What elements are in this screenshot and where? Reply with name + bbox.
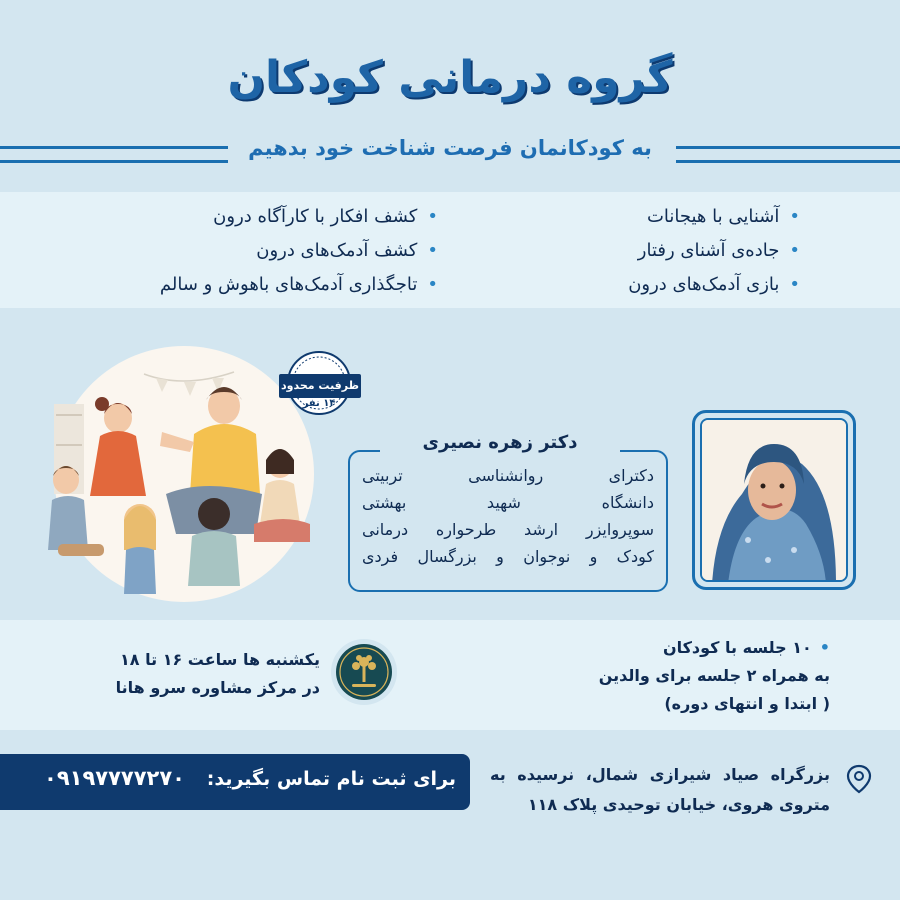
children-group-illustration	[44, 344, 314, 606]
badge-label: ظرفیت محدود	[279, 374, 361, 398]
doctor-name: دکتر زهره نصیری	[380, 432, 620, 453]
bullet-dot-icon: •	[427, 206, 438, 227]
topic-item: •آشنایی با هیجانات	[646, 206, 800, 227]
contact-phone[interactable]: ۰۹۱۹۷۷۷۷۲۷۰	[44, 766, 185, 790]
credential-line: سوپروایزر ارشد طرحواره درمانی	[362, 520, 654, 539]
bullet-dot-icon: •	[819, 638, 830, 657]
credential-line: کودک و نوجوان و بزرگسال فردی	[362, 547, 654, 566]
doctor-credentials	[362, 462, 654, 570]
contact-bar	[0, 754, 470, 810]
credential-line: دکترای روانشناسی تربیتی	[362, 466, 654, 485]
page-subtitle: به کودکانمان فرصت شناخت خود بدهیم	[248, 136, 652, 160]
page-title: گروه درمانی کودکان	[227, 52, 673, 103]
address-line: متروی هروی، خیابان توحیدی پلاک ۱۱۸	[527, 795, 830, 814]
schedule-line: در مرکز مشاوره سرو هانا	[115, 678, 320, 697]
topics-left-column	[160, 200, 438, 302]
sessions-line: به همراه ۲ جلسه برای والدین	[598, 666, 830, 685]
address-line: بزرگراه صیاد شیرازی شمال، نرسیده به	[490, 765, 830, 784]
topics-section	[0, 192, 900, 308]
bullet-dot-icon: •	[427, 240, 438, 261]
schedule-line: یکشنبه ها ساعت ۱۶ تا ۱۸	[120, 650, 320, 669]
badge-capacity: ۱۴ نفر	[302, 398, 336, 409]
schedule-info	[100, 646, 320, 702]
doctor-portrait-icon	[700, 420, 846, 582]
topic-item: •کشف افکار با کارآگاه درون	[213, 206, 438, 227]
topic-item: •بازی آدمک‌های درون	[628, 274, 800, 295]
divider-line	[676, 160, 900, 163]
credential-line: دانشگاه شهید بهشتی	[362, 493, 654, 512]
doctor-photo	[700, 418, 848, 582]
sessions-line: ( ابتدا و انتهای دوره)	[664, 694, 830, 713]
bullet-dot-icon: •	[427, 274, 438, 295]
sessions-info	[560, 634, 830, 718]
tree-logo-icon	[330, 638, 398, 706]
topic-item: •تاجگذاری آدمک‌های باهوش و سالم	[159, 274, 438, 295]
bullet-dot-icon: •	[789, 206, 800, 227]
topics-right-column	[628, 200, 800, 302]
contact-label: برای ثبت نام تماس بگیرید:	[206, 768, 456, 790]
bullet-dot-icon: •	[789, 274, 800, 295]
topic-item: •جاده‌ی آشنای رفتار	[637, 240, 800, 261]
sessions-line: •۱۰ جلسه با کودکان	[662, 638, 830, 657]
location-pin-icon	[846, 764, 872, 794]
bullet-dot-icon: •	[789, 240, 800, 261]
topic-item: •کشف آدمک‌های درون	[256, 240, 438, 261]
address	[490, 760, 830, 820]
divider-line	[0, 160, 228, 163]
